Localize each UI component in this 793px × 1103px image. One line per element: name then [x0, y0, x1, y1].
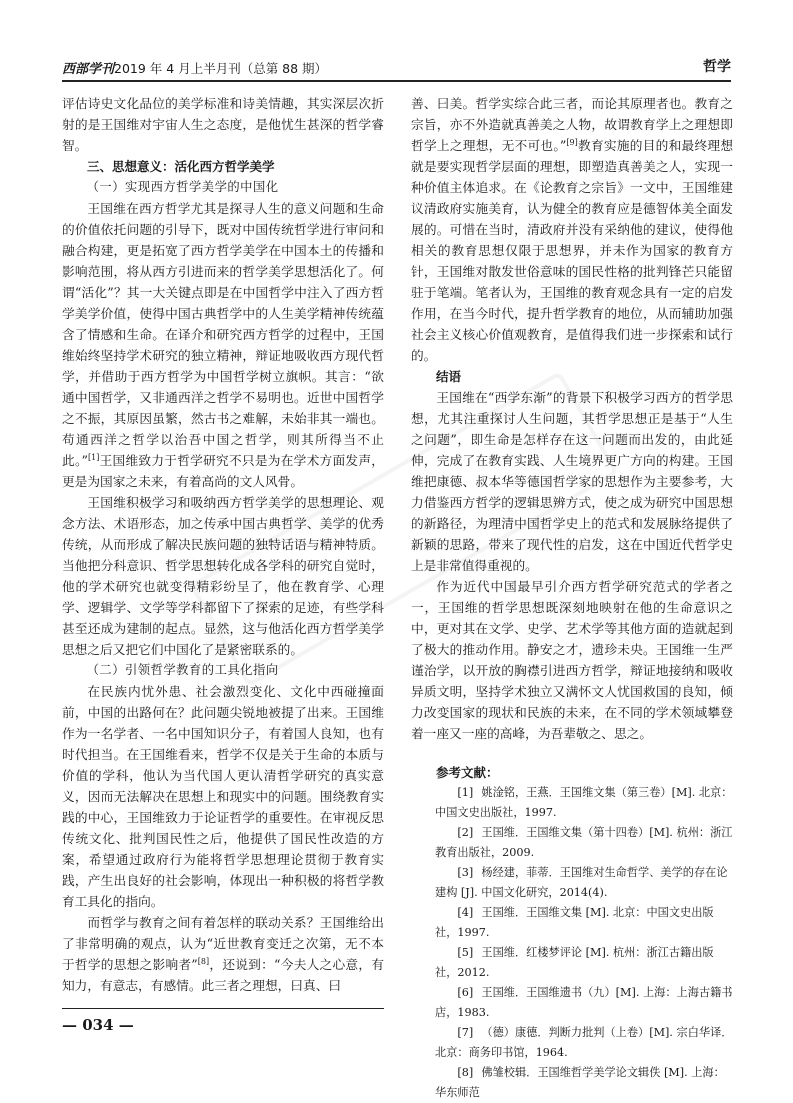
paragraph-text: 而哲学与教育之间有着怎样的联动关系？王国维给出了非常明确的观点，认为“近世教育变迁之次第，无不本于哲学的思想之影响者”: [62, 915, 384, 972]
reference-item: [411, 943, 733, 983]
paragraph-text-continued: 王国维致力于哲学研究不只是为在学术方面发声，更是为国家之未来，有着高尚的文人风骨。: [62, 453, 384, 489]
reference-number: [2]: [457, 826, 474, 839]
paragraph-text: 三、思想意义：活化西方哲学美学: [87, 159, 275, 174]
paragraph-text-continued: 教育实施的目的和最终理想就是要实现哲学层面的理想，即塑造真善美之人，实现一种价值主体追求。在《论教育之宗旨》一文中，王国维建议清政府实施美育，认为健全的教育应是德智体美全面发展的。可惜在当时，清政府并没有采纳他的建议，使得他相关的教育思想仅限于思想界，并未作为国家的教育方针，王国维对散发世俗意味的国民性格的批判锋芒只能留驻于笔端。笔者认为，王国维的教育观念具有一定的启发作用，在当今时代，提升哲学教育的地位，从而辅助加强社会主义核心价值观教育，是值得我们进一步探索和试行的。: [411, 138, 734, 363]
reference-item: [411, 863, 733, 903]
journal-logo-text: 西部学刊: [62, 62, 115, 77]
body-paragraph: [62, 492, 384, 660]
references-section: [411, 762, 733, 1103]
body-paragraph: [411, 93, 733, 366]
reference-text: 姚淦铭，王燕．王国维文集（第三卷）[M]. 北京：中国文史出版社，1997.: [435, 786, 733, 819]
paragraph-text: （一）实现西方哲学美学的中国化: [86, 180, 279, 194]
journal-issue: 2019 年 4 月上半月刊（总第 88 期）: [114, 61, 328, 76]
paragraph-text-continued: ，还说到：“今夫人之心意，有知力，有意志，有感情。此三者之理想，曰真、曰: [62, 957, 384, 993]
paragraph-text: 评估诗史文化品位的美学标准和诗美情趣，其实深层次折射的是王国维对宇宙人生之态度，是他忧生甚深的哲学睿智。: [62, 96, 384, 153]
page-header: [62, 56, 731, 80]
reference-number: [3]: [457, 866, 474, 879]
body-paragraph: [411, 387, 733, 576]
page-number: — 034 —: [62, 1016, 134, 1034]
footer-rule: [62, 1008, 384, 1009]
right-column-body: [411, 93, 733, 744]
reference-text: 杨经建，菲蒂．王国维对生命哲学、美学的存在论建构 [J]. 中国文化研究，2014(4).: [435, 866, 728, 899]
reference-text: 王国维．王国维遗书（九）[M]. 上海：上海古籍书店，1983.: [435, 986, 733, 1019]
reference-number: [5]: [457, 946, 474, 959]
section-heading: [62, 156, 384, 177]
paragraph-text: 王国维在西方哲学尤其是探寻人生的意义问题和生命的价值依托问题的引导下，既对中国传统哲学进行审问和融合构建，更是拓宽了西方哲学美学在中国本土的传播和影响范围，将从西方引进而来的哲学美学思想活化了。何谓“活化”？其一大关键点即是在中国哲学中注入了西方哲学美学价值，使得中国古典哲学中的人生美学精神传统蕴含了情感和生命。在译介和研究西方哲学的过程中，王国维始终坚持学术研究的独立精神，辩证地吸收西方现代哲学，并借助于西方哲学为中国哲学树立旗帜。其言：“欲通中国哲学，又非通西洋之哲学不易明也。近世中国哲学之不振，其原因虽繁，然古书之难解，未始非其一端也。苟通西洋之哲学以治吾中国之哲学，则其所得当不止此。”: [62, 201, 384, 468]
reference-number: [4]: [457, 906, 474, 919]
section-heading: [411, 366, 733, 387]
section-label: 哲学: [703, 59, 731, 75]
reference-text: （德）康德．判断力批判（上卷）[M]. 宗白华译．北京：商务印书馆，1964.: [435, 1026, 733, 1059]
reference-number: [8]: [457, 1066, 474, 1079]
body-paragraph: [411, 576, 733, 744]
references-heading: 参考文献：: [436, 765, 499, 780]
body-paragraph: [62, 912, 384, 996]
paragraph-text: （二）引领哲学教育的工具化指向: [86, 663, 279, 677]
journal-masthead: [62, 58, 327, 77]
reference-item: [411, 983, 733, 1023]
header-rule: [62, 80, 731, 82]
citation-marker: [1]: [88, 452, 100, 462]
reference-number: [7]: [457, 1026, 474, 1039]
paragraph-text: 结语: [436, 369, 462, 384]
reference-text: 佛雏校辑．王国维哲学美学论文辑佚 [M]. 上海：华东师范: [435, 1066, 725, 1099]
paragraph-text: 作为近代中国最早引介西方哲学研究范式的学者之一，王国维的哲学思想既深刻地映射在他的生命意识之中，更对其在文学、史学、艺术学等其他方面的造就起到了极大的推动作用。静安之才，遗珍未央。王国维一生严谨治学，以开放的胸襟引进西方哲学，辩证地接纳和吸收异质文明，坚持学术独立又满怀文人忧国救国的良知，倾力改变国家的现状和民族的未来，在不同的学术领域攀登着一座又一座的高峰，为吾辈敬之、思之。: [411, 579, 733, 741]
paragraph-text: 王国维积极学习和吸纳西方哲学美学的思想理论、观念方法、术语形态，加之传承中国古典哲学、美学的优秀传统，从而形成了解决民族问题的独特话语与精神特质。当他把分科意识、哲学思想转化成各学科的研究自觉时，他的学术研究也就变得精彩纷呈了，他在教育学、心理学、逻辑学、文学等学科都留下了探索的足迹，有些学科甚至还成为建制的起点。显然，这与他活化西方哲学美学思想之后又把它们中国化了是紧密联系的。: [62, 495, 384, 657]
paragraph-text: 善、曰美。哲学实综合此三者，而论其原理者也。教育之宗旨，亦不外造就真善美之人物，故谓教育学上之理想即哲学上之理想，无不可也。”: [411, 96, 733, 153]
reference-number: [1]: [457, 786, 474, 799]
subsection-heading: [62, 177, 384, 198]
body-paragraph: [62, 93, 384, 156]
body-paragraph: [62, 198, 384, 492]
citation-marker: [8]: [197, 956, 210, 966]
reference-item: [411, 903, 733, 943]
reference-number: [6]: [457, 986, 474, 999]
subsection-heading: [62, 660, 384, 681]
reference-text: 王国维．王国维文集 [M]. 北京：中国文史出版社，1997.: [435, 906, 714, 939]
paragraph-text: 王国维在“西学东渐”的背景下积极学习西方的哲学思想，尤其注重探讨人生问题，其哲学思想正是基于“人生之问题”，即生命是怎样存在这一问题而出发的，由此延伸，完成了在教育实践、人生境界更广方向的构建。王国维把康德、叔本华等德国哲学家的思想作为主要参考，大力借鉴西方哲学的逻辑思辨方式，使之成为研究中国思想的新路径，为理清中国哲学史上的范式和发展脉络提供了新颖的思路，带来了现代性的启发，这在中国近代哲学史上是非常值得重视的。: [411, 390, 733, 573]
left-column: [62, 93, 384, 996]
reference-item: [411, 823, 733, 863]
citation-marker: [9]: [566, 137, 578, 147]
references-list: [411, 783, 733, 1103]
reference-item: [411, 1023, 733, 1063]
right-column: [411, 93, 733, 1103]
paragraph-text: 在民族内忧外患、社会激烈变化、文化中西碰撞面前，中国的出路何在？此问题尖锐地被提了出来。王国维作为一名学者、一名中国知识分子，有着国人良知，也有时代担当。在王国维看来，哲学不仅是关于生命的本质与价值的学科，他认为当代国人更认清哲学研究的真实意义，因而无法解决在思想上和现实中的问题。围绕教育实践的中心，王国维致力于论证哲学的重要性。在审视反思传统文化、批判国民性之后，他提供了国民性改造的方案，希望通过政府行为能将哲学思想理论贯彻于教育实践，产生出良好的社会影响，体现出一种积极的将哲学教育工具化的指向。: [62, 684, 384, 909]
body-paragraph: [62, 681, 384, 912]
reference-text: 王国维．红楼梦评论 [M]. 杭州：浙江古籍出版社，2012.: [435, 946, 714, 979]
reference-text: 王国维．王国维文集（第十四卷）[M]. 杭州：浙江教育出版社，2009.: [435, 826, 733, 859]
reference-item: [411, 783, 733, 823]
reference-item: [411, 1063, 733, 1103]
